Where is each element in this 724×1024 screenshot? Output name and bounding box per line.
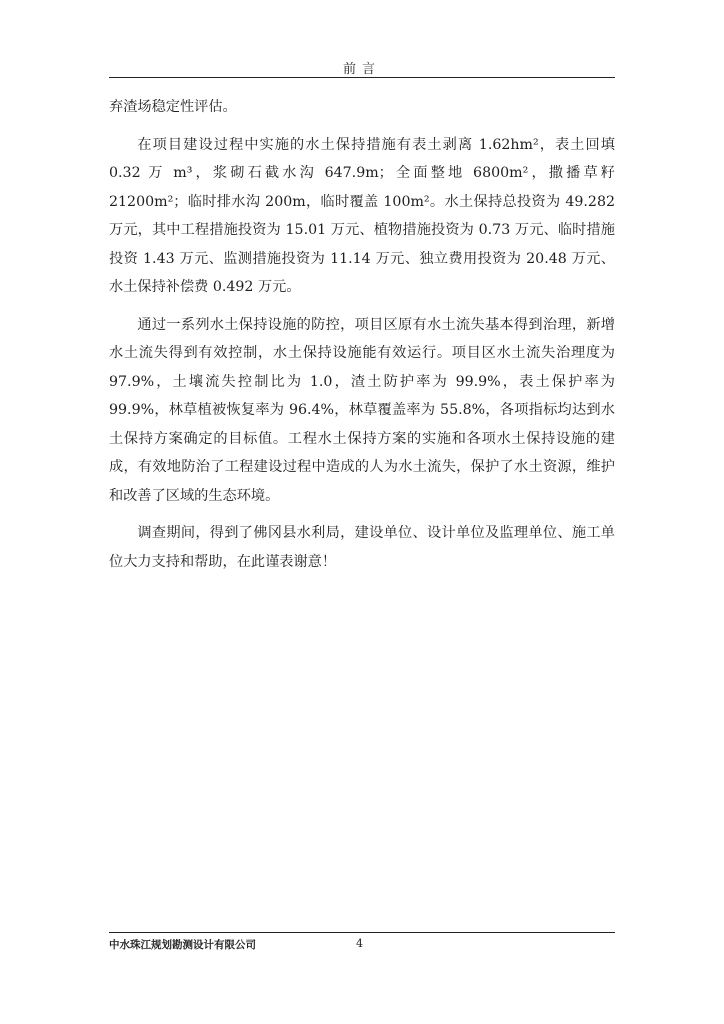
header-divider: [109, 77, 615, 78]
page-number: 4: [356, 937, 363, 950]
paragraph-measures: 在项目建设过程中实施的水土保持措施有表土剥离 1.62hm²，表土回填 0.32 万 m³，浆砌石截水沟 647.9m；全面整地 6800m²，撒播草籽 21200m²；临时排水沟 200m，临时覆盖 100m²。水土保持总投资为 49.282 万元，其中工程措施投资为 15.01 万元、植物措施投资为 0.73 万元、临时措施投资 1.43 万元、监测措施投资为 11.14 万元、独立费用投资为 20.48 万元、水土保持补偿费 0.492 万元。: [109, 136, 615, 295]
document-body: [109, 93, 615, 585]
page-header-title: 前言: [342, 62, 381, 77]
paragraph-acknowledgement: 调查期间，得到了佛冈县水利局，建设单位、设计单位及监理单位、施工单位大力支持和帮助，在此谨表谢意！: [109, 525, 615, 570]
footer-company-name: 中水珠江规划勘测设计有限公司: [109, 939, 256, 951]
paragraph-continuation: 弃渣场稳定性评估。: [109, 99, 237, 115]
footer-divider: [109, 932, 615, 933]
paragraph-results: 通过一系列水土保持设施的防控，项目区原有水土流失基本得到治理，新增水土流失得到有效控制，水土保持设施能有效运行。项目区水土流失治理度为 97.9%，土壤流失控制比为 1.0，渣土防护率为 99.9%，表土保护率为 99.9%，林草植被恢复率为 96.4%，林草覆盖率为 55.8%，各项指标均达到水土保持方案确定的目标值。工程水土保持方案的实施和各项水土保持设施的建成，有效地防治了工程建设过程中造成的人为水土流失，保护了水土资源，维护和改善了区域的生态环境。: [109, 316, 615, 504]
